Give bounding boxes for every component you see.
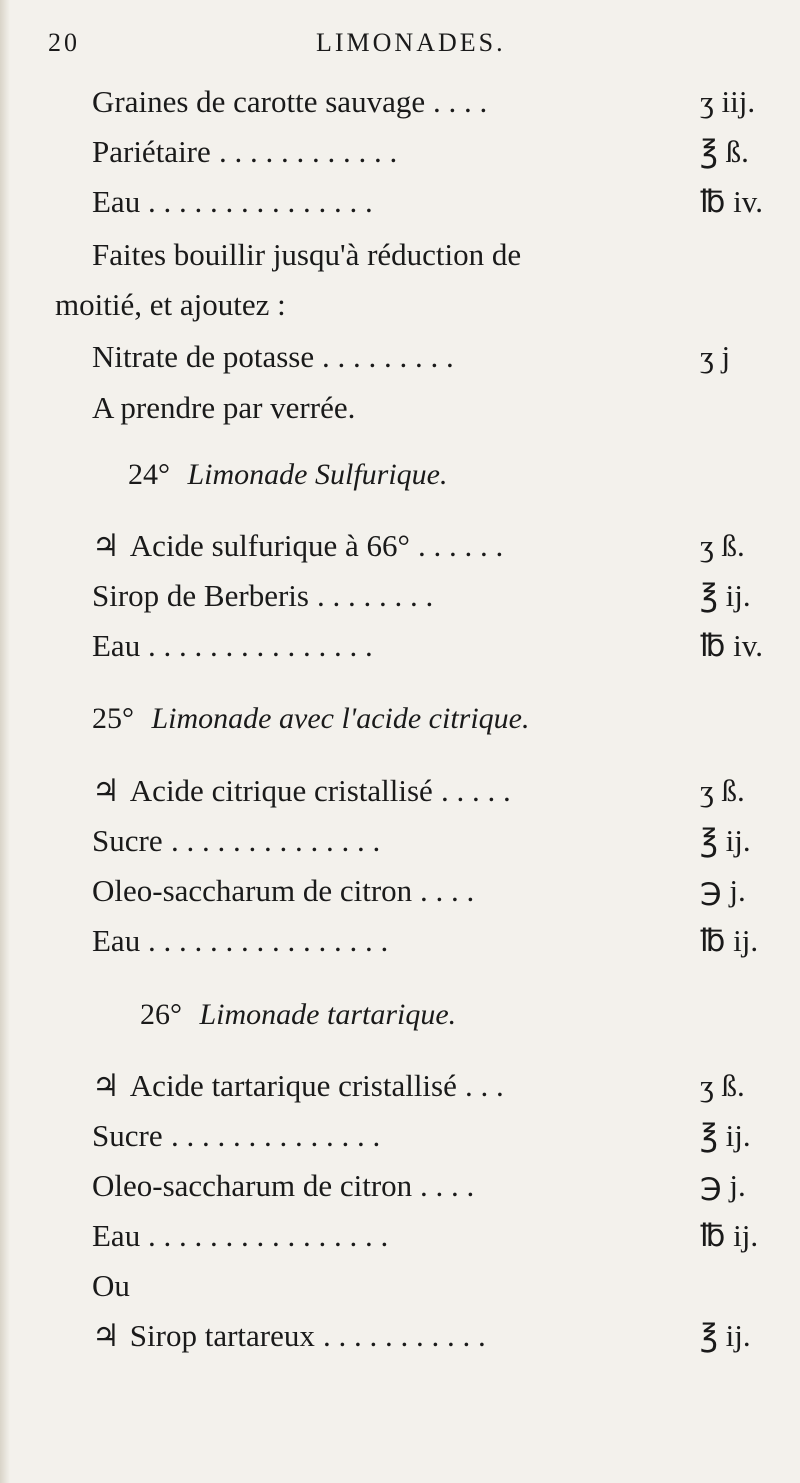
ingredient-name (92, 521, 410, 571)
recipe-line (0, 1111, 800, 1161)
leader-dots: . . . . . . . . . . . . . . . (148, 628, 373, 663)
page-number: 20 (48, 28, 80, 57)
ingredient-name: Sirop de Berberis (92, 578, 309, 613)
leader-dots: . . . . (433, 84, 488, 119)
instruction-text: A prendre par verrée. (92, 390, 356, 425)
recipe-line (0, 1211, 800, 1261)
section-number: 24° (128, 458, 170, 491)
recipe-line (0, 1161, 800, 1211)
recipe-symbol: ♃ (92, 1068, 120, 1103)
recipe-line (0, 816, 800, 866)
ingredient-name: Nitrate de potasse (92, 339, 315, 374)
leader-dots: . . . . . . . . . . . . (219, 134, 398, 169)
ingredient-quantity: ℔ iv. (700, 184, 763, 219)
ingredient-quantity: ℔ ij. (700, 1218, 759, 1253)
recipe-symbol: ♃ (92, 1318, 120, 1353)
section-number: 26° (140, 998, 182, 1031)
section-heading: Limonade tartarique. (199, 998, 457, 1031)
ingredient-quantity: ℔ ij. (700, 923, 759, 958)
leader-dots: . . . . . (441, 773, 511, 808)
leader-dots: . . . . . . . . . . . . . . . . (148, 1218, 389, 1253)
leader-dots: . . . . . . . . . . . . . . . . (148, 923, 389, 958)
recipe-line (0, 521, 800, 571)
ingredient-name: Graines de carotte sauvage (92, 84, 426, 119)
recipe-line (0, 621, 800, 671)
alternative-word: Ou (92, 1268, 130, 1303)
ingredient-name: Pariétaire (92, 134, 211, 169)
ingredient-name: Oleo-saccharum de citron (92, 1168, 413, 1203)
section-heading: Limonade avec l'acide citrique. (151, 702, 530, 735)
leader-dots: . . . . . . . . . (322, 339, 454, 374)
leader-dots: . . . (465, 1068, 504, 1103)
recipe-symbol: ♃ (92, 773, 120, 808)
recipe-symbol: ♃ (92, 528, 120, 563)
ingredient-name: Oleo-saccharum de citron (92, 873, 413, 908)
ingredient-quantity: ℈ j. (700, 873, 746, 908)
recipe-line (0, 1061, 800, 1111)
ingredient-name: Eau (92, 923, 141, 958)
ingredient-label: Acide sulfurique à 66° (129, 528, 410, 563)
section-heading: Limonade Sulfurique. (187, 458, 448, 491)
ingredient-quantity: ℥ ij. (700, 578, 751, 613)
ingredient-quantity: ʒ ß. (700, 1068, 745, 1103)
ingredient-name (92, 766, 433, 816)
recipe-line (0, 571, 800, 621)
ingredient-quantity: ℥ ij. (700, 1118, 751, 1153)
ingredient-quantity: ℥ ij. (700, 823, 751, 858)
leader-dots: . . . . . . . . . . . . . . (171, 1118, 381, 1153)
recipe-line (0, 177, 800, 227)
ingredient-name: Eau (92, 628, 141, 663)
ingredient-quantity: ℈ j. (700, 1168, 746, 1203)
recipe-line (0, 916, 800, 966)
leader-dots: . . . . (420, 873, 475, 908)
ingredient-quantity: ʒ j (700, 339, 731, 374)
ingredient-quantity: ℥ ij. (700, 1318, 751, 1353)
leader-dots: . . . . . . . . . . . (323, 1318, 486, 1353)
ingredient-name: Eau (92, 1218, 141, 1253)
ingredient-quantity: ℥ ß. (700, 134, 749, 169)
leader-dots: . . . . . . . . . . . . . . . (148, 184, 373, 219)
section-number: 25° (92, 702, 134, 735)
ingredient-name (92, 1311, 315, 1361)
recipe-line (0, 1311, 800, 1361)
ingredient-label: Acide tartarique cristallisé (129, 1068, 457, 1103)
instruction-text: Faites bouillir jusqu'à réduction de (92, 237, 522, 272)
section-title (128, 450, 448, 500)
ingredient-name: Sucre (92, 1118, 163, 1153)
recipe-line (0, 332, 800, 382)
recipe-line (0, 866, 800, 916)
leader-dots: . . . . . . . . . . . . . . (171, 823, 381, 858)
ingredient-quantity: ʒ ß. (700, 773, 745, 808)
ingredient-quantity: ʒ iij. (700, 84, 756, 119)
leader-dots: . . . . (420, 1168, 475, 1203)
running-title: LIMONADES. (316, 28, 506, 57)
recipe-line (0, 127, 800, 177)
instruction-text: moitié, et ajoutez : (55, 287, 286, 322)
leader-dots: . . . . . . (418, 528, 504, 563)
ingredient-quantity: ℔ iv. (700, 628, 763, 663)
recipe-line (0, 77, 800, 127)
ingredient-label: Acide citrique cristallisé (129, 773, 433, 808)
ingredient-name (92, 1061, 457, 1111)
ingredient-name: Eau (92, 184, 141, 219)
leader-dots: . . . . . . . . (317, 578, 434, 613)
ingredient-name: Sucre (92, 823, 163, 858)
section-title (92, 694, 529, 744)
ingredient-label: Sirop tartareux (129, 1318, 315, 1353)
ingredient-quantity: ʒ ß. (700, 528, 745, 563)
recipe-line (0, 766, 800, 816)
section-title (140, 990, 456, 1040)
